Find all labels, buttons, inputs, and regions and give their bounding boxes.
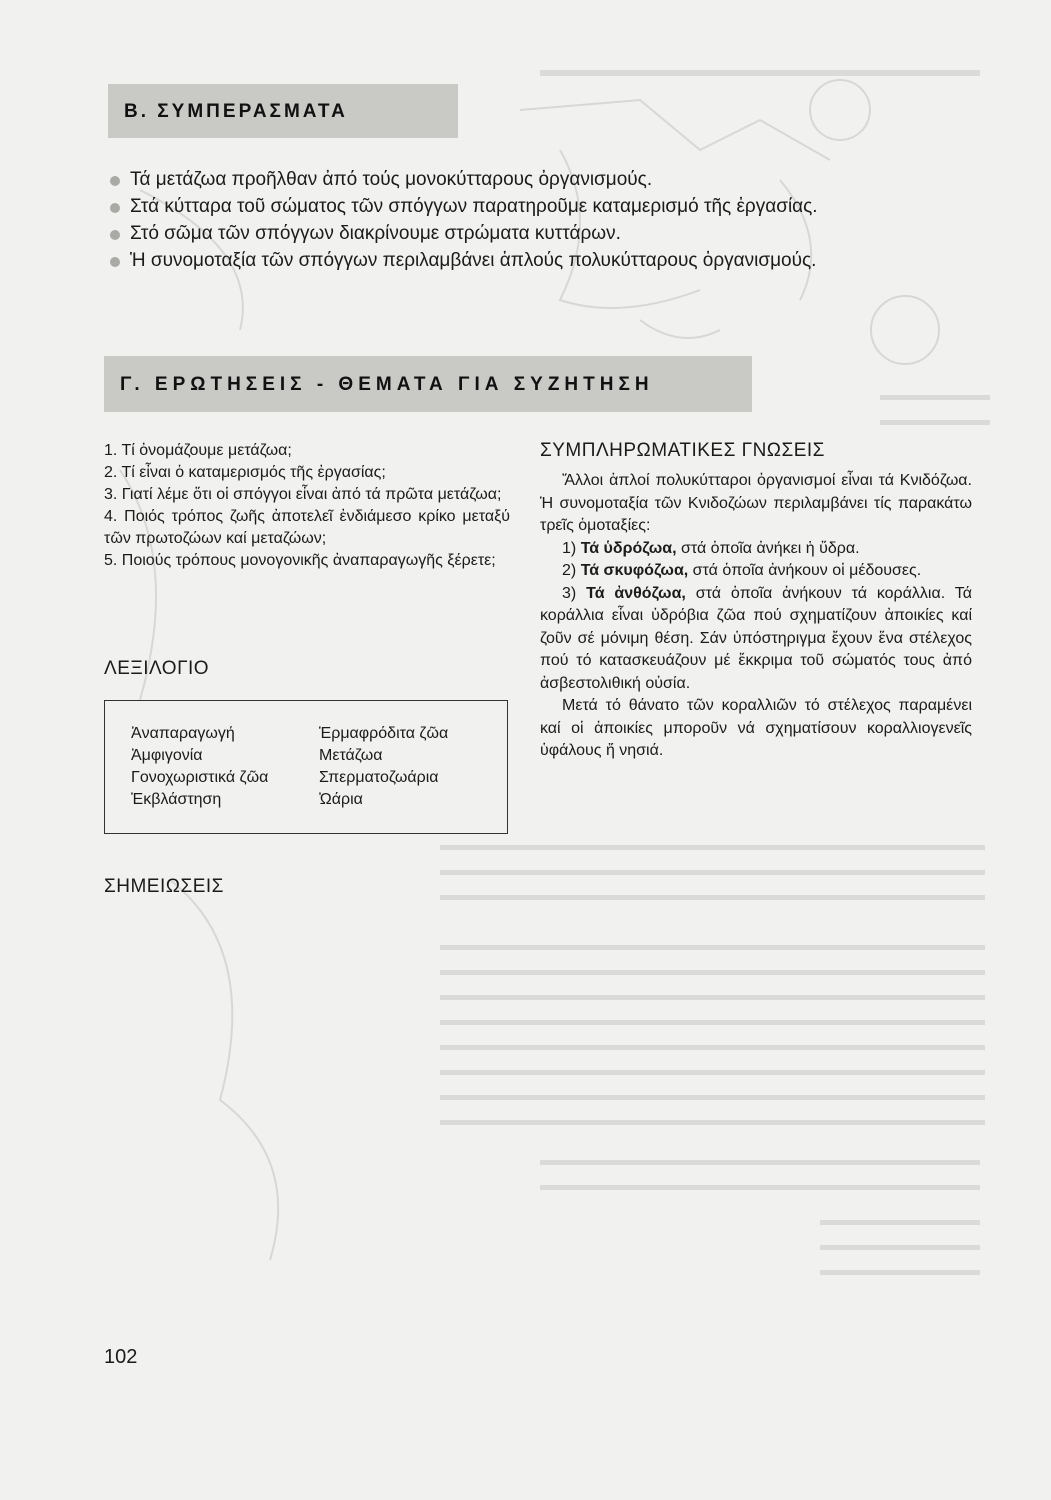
question-item: 1. Τί ὀνομάζουμε μετάζωα; — [104, 442, 292, 459]
supplementary-intro: Ἄλλοι ἁπλοί πολυκύτταροι ὀργανισμοί εἶναι τά Κνιδόζωα. Ἡ συνομοταξία τῶν Κνιδοζώων περιλαμβάνει τίς παρακάτω τρεῖς ὁμοταξίες: — [540, 472, 972, 534]
vocabulary-term: Ἀμφιγονία — [131, 747, 203, 764]
class-item: 1) Τά ὑδρόζωα, στά ὁποῖα ἀνήκει ἡ ὕδρα. — [562, 539, 860, 557]
conclusion-item: Ἡ συνομοταξία τῶν σπόγγων περιλαμβάνει ἁπλούς πολυκύτταρους ὀργανισμούς. — [106, 247, 948, 274]
vocabulary-term: Ἐκβλάστηση — [131, 791, 222, 808]
conclusion-item: Στό σῶμα τῶν σπόγγων διακρίνουμε στρώματα κυττάρων. — [106, 220, 948, 247]
lexicon-heading: ΛΕΞΙΛΟΓΙΟ — [104, 658, 210, 679]
class-name: Τά σκυφόζωα, — [580, 562, 689, 579]
question-item: 4. Ποιός τρόπος ζωῆς ἀποτελεῖ ἐνδιάμεσο κρίκο μεταξύ τῶν πρωτοζώων καί μεταζώων; — [104, 508, 510, 547]
question-item: 5. Ποιούς τρόπους μονογονικῆς ἀναπαραγωγῆς ξέρετε; — [104, 552, 496, 569]
vocabulary-term: Ἑρμαφρόδιτα ζῶα — [319, 725, 449, 742]
bullet-icon — [110, 230, 120, 240]
class-name: Τά ἀνθόζωα, — [586, 584, 686, 602]
questions-heading: Γ. ΕΡΩΤΗΣΕΙΣ - ΘΕΜΑΤΑ ΓΙΑ ΣΥΖΗΤΗΣΗ — [120, 374, 654, 395]
notes-heading: ΣΗΜΕΙΩΣΕΙΣ — [104, 876, 224, 897]
vocabulary-term: Ἀναπαραγωγή — [131, 725, 235, 742]
page-number: 102 — [104, 1346, 138, 1368]
bullet-icon — [110, 176, 120, 186]
class-name: Τά ὑδρόζωα, — [580, 539, 677, 557]
bullet-icon — [110, 203, 120, 213]
questions-heading-band — [104, 356, 752, 412]
conclusion-item: Τά μετάζωα προῆλθαν ἀπό τούς μονοκύτταρους ὀργανισμούς. — [106, 166, 948, 193]
question-item: 3. Γιατί λέμε ὅτι οἱ σπόγγοι εἶναι ἀπό τά πρῶτα μετάζωα; — [104, 486, 502, 503]
conclusion-item: Στά κύτταρα τοῦ σώματος τῶν σπόγγων παρατηροῦμε καταμερισμό τῆς ἐργασίας. — [106, 193, 948, 220]
vocabulary-column-left — [131, 723, 268, 811]
conclusions-heading-band — [108, 84, 458, 138]
vocabulary-term: Γονοχωριστικά ζῶα — [131, 769, 269, 786]
vocabulary-term: Σπερματοζωάρια — [319, 769, 439, 786]
questions-list — [104, 440, 510, 572]
conclusions-list — [106, 166, 948, 274]
class-item: 3) Τά ἀνθόζωα, στά ὁποῖα ἀνήκουν τά κοράλλια. Τά κοράλλια εἶναι ὑδρόβια ζῶα πού σχηματίζουν ἀποικίες καί ζοῦν σέ μόνιμη θέση. Σάν ὑπόστηριγμα ἔχουν ἕνα στέλεχος πού τό κατασκευάζουν μέ ἔκκριμα τοῦ σώματός τους ἀπό ἀσβεστολιθική οὐσία. — [540, 584, 973, 692]
bullet-icon — [110, 257, 120, 267]
supplementary-closing: Μετά τό θάνατο τῶν κοραλλιῶν τό στέλεχος παραμένει καί οἱ ἀποικίες μποροῦν νά σχηματίσουν κοραλλιογενεῖς ὑφάλους ἤ νησιά. — [540, 697, 972, 759]
class-item: 2) Τά σκυφόζωα, στά ὁποῖα ἀνήκουν οἱ μέδουσες. — [562, 562, 922, 579]
supplementary-text — [540, 470, 972, 763]
question-item: 2. Τί εἶναι ὁ καταμερισμός τῆς ἐργασίας; — [104, 464, 386, 481]
vocabulary-column-right — [319, 723, 448, 811]
vocabulary-term: Ὠάρια — [319, 791, 363, 808]
vocabulary-box — [104, 700, 508, 834]
supplementary-heading: ΣΥΜΠΛΗΡΩΜΑΤΙΚΕΣ ΓΝΩΣΕΙΣ — [540, 440, 825, 461]
vocabulary-term: Μετάζωα — [319, 747, 383, 764]
conclusions-heading: Β. ΣΥΜΠΕΡΑΣΜΑΤΑ — [124, 101, 348, 122]
